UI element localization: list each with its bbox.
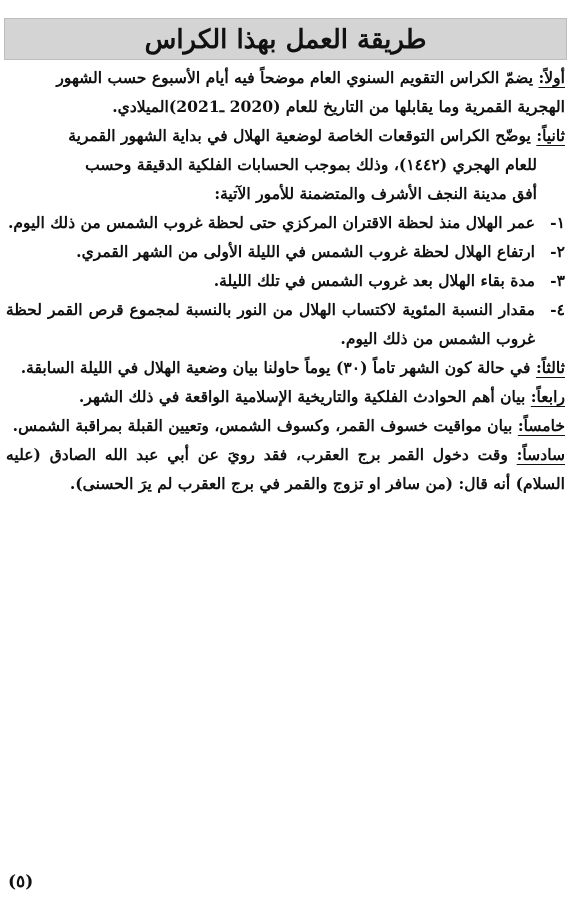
section-label: ثانياً: [536, 126, 565, 145]
section-label: سادساً: [516, 445, 566, 464]
section-first [6, 63, 565, 92]
page-title: طريقة العمل بهذا الكراس [4, 18, 567, 60]
list-item [6, 237, 565, 266]
section-first-continued [6, 92, 565, 121]
page-number: (٥) [8, 872, 34, 892]
section-label: رابعاً: [530, 387, 565, 406]
list-item [6, 295, 565, 353]
section-label: ثالثاً: [535, 358, 565, 377]
list-item-number: ٢- [550, 242, 565, 261]
section-text: يوضّح الكراس التوقعات الخاصة لوضعية الهلال في بداية الشهور القمرية [68, 126, 531, 145]
section-text: بيان أهم الحوادث الفلكية والتاريخية الإسلامية الواقعة في ذلك الشهر. [78, 387, 526, 406]
section-fourth [6, 382, 565, 411]
list-item-number: ١- [550, 213, 565, 232]
section-label: خامساً: [517, 416, 565, 435]
section-third [6, 353, 565, 382]
list-item-text: مدة بقاء الهلال بعد غروب الشمس في تلك الليلة. [213, 271, 535, 290]
section-sixth [6, 440, 565, 498]
list-item [6, 208, 565, 237]
section-label: أولاً: [538, 68, 565, 87]
document-body [6, 63, 565, 498]
section-text: في حالة كون الشهر تاماً (٣٠) يوماً حاولنا بيان وضعية الهلال في الليلة السابقة. [20, 358, 531, 377]
section-second [6, 121, 565, 150]
section-second-continued [6, 150, 565, 179]
section-text: أفق مدينة النجف الأشرف والمتضمنة للأمور الآتية: [214, 184, 537, 203]
section-text: للعام الهجري (١٤٤٢)، وذلك بموجب الحسابات الفلكية الدقيقة وحسب [85, 155, 537, 174]
list-item-number: ٣- [550, 271, 565, 290]
section-second-continued [6, 179, 565, 208]
section-fifth [6, 411, 565, 440]
list-item-text: مقدار النسبة المئوية لاكتساب الهلال من النور بالنسبة لمجموع قرص القمر لحظة غروب الشمس من ذلك اليوم. [6, 300, 535, 348]
list-item [6, 266, 565, 295]
section-text: بيان مواقيت خسوف القمر، وكسوف الشمس، وتعيين القبلة بمراقبة الشمس. [12, 416, 513, 435]
section-text: وقت دخول القمر برج العقرب، فقد رويَ عن أبي عبد الله الصادق (عليه السلام) أنه قال: (من سافر او تزوج والقمر في برج العقرب لم يرَ الحسنى). [6, 445, 565, 493]
section-text: الهجرية القمرية وما يقابلها من التاريخ للعام (2020 ـ2021)الميلادي. [112, 97, 565, 116]
list-item-number: ٤- [550, 300, 565, 319]
list-item-text: عمر الهلال منذ لحظة الاقتران المركزي حتى لحظة غروب الشمس من ذلك اليوم. [7, 213, 535, 232]
list-item-text: ارتفاع الهلال لحظة غروب الشمس في الليلة الأولى من الشهر القمري. [76, 242, 535, 261]
section-text: يضمّ الكراس التقويم السنوي العام موضحاً فيه أيام الأسبوع حسب الشهور [56, 68, 534, 87]
